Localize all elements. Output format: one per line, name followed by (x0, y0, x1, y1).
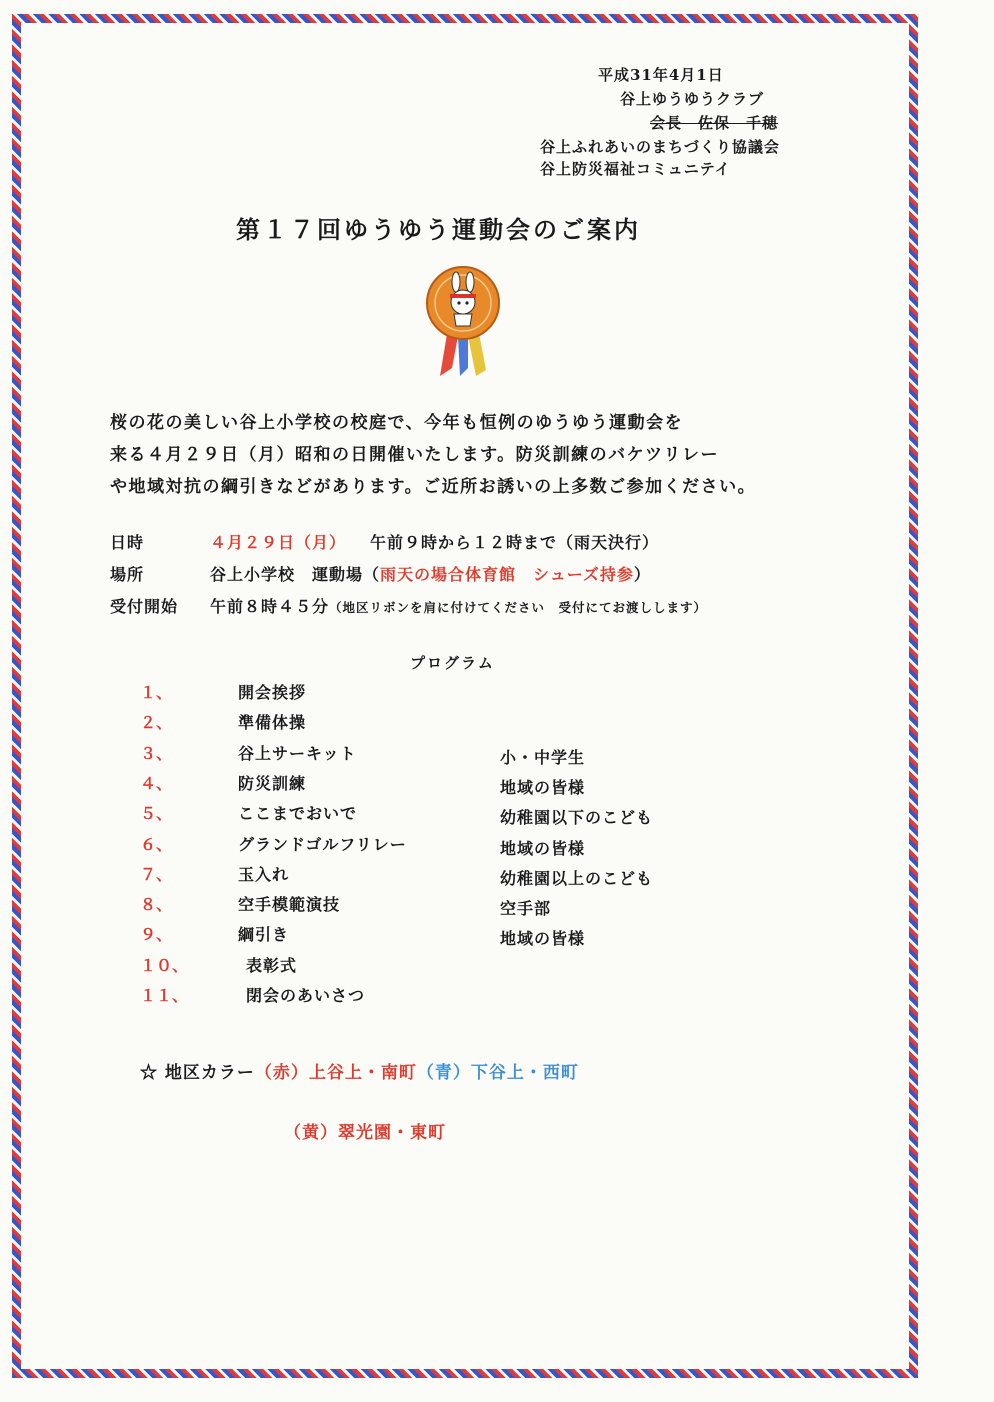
program-item-number: ６、 (140, 835, 173, 854)
program-item-number: ５、 (140, 804, 173, 823)
blue-tag: （青） (416, 1063, 471, 1083)
red-areas: 上谷上・南町 (308, 1063, 417, 1083)
district-colors-row-2 (284, 1118, 446, 1143)
program-item-target: 小・中学生 (500, 748, 586, 767)
program-item-target: 空手部 (500, 899, 552, 918)
program-item-name: 表彰式 (246, 956, 298, 975)
program-item-number: ３、 (140, 744, 173, 763)
program-item-number: １１、 (140, 986, 189, 1005)
reception-note: （地区リボンを肩に付けてください 受付にてお渡しします） (329, 600, 708, 615)
program-item-name: 防災訓練 (238, 774, 307, 793)
program-item-name: 準備体操 (238, 713, 307, 732)
program-item-name: 綱引き (238, 925, 290, 944)
program-item-target: 幼稚園以上のこども (500, 869, 654, 888)
program-item-target: 幼稚園以下のこども (500, 808, 654, 827)
rabbit-medal-icon (418, 258, 508, 378)
district-colors-row-1 (140, 1058, 579, 1083)
program-item-target: 地域の皆様 (500, 839, 586, 858)
reception-time (210, 594, 707, 617)
page-title: 第１７回ゆうゆう運動会のご案内 (236, 215, 641, 244)
program-item-name: 開会挨拶 (238, 683, 307, 702)
datetime-label: 日時 (110, 533, 145, 552)
program-item-target: 地域の皆様 (500, 929, 586, 948)
program-item-name: ここまでおいで (238, 804, 358, 823)
program-item-number: ４、 (140, 774, 173, 793)
place-rain-note: 雨天の場合体育館 シューズ持参 (380, 565, 634, 584)
program-item-name: 玉入れ (238, 865, 290, 884)
program-item-number: ７、 (140, 865, 173, 884)
program-item-target: 地域の皆様 (500, 778, 586, 797)
blue-areas: 下谷上・西町 (470, 1063, 579, 1083)
reception-time-value: 午前８時４５分 (210, 597, 330, 616)
intro-line-1: 桜の花の美しい谷上小学校の校庭で、今年も恒例のゆうゆう運動会を (110, 413, 684, 433)
program-item-name: 谷上サーキット (238, 744, 357, 763)
president-name: 会長 佐保 千穂 (650, 114, 779, 132)
program-item-number: １、 (140, 683, 173, 702)
place-venue-main: 谷上小学校 運動場（ (210, 565, 381, 584)
yellow-tag: （黄） (284, 1123, 338, 1143)
district-colors-label: ☆ 地区カラー (140, 1063, 255, 1083)
red-tag: （赤） (254, 1063, 309, 1083)
issue-date: 平成31年4月1日 (598, 66, 724, 84)
program-item-name: 閉会のあいさつ (246, 986, 366, 1005)
program-item-number: ８、 (140, 895, 173, 914)
program-title: プログラム (410, 654, 495, 672)
datetime-date: ４月２９日（月） (210, 533, 347, 552)
place-label: 場所 (110, 565, 145, 584)
intro-line-2: 来る４月２９日（月）昭和の日開催いたします。防災訓練のバケツリレー (110, 445, 719, 465)
place-venue (210, 562, 651, 585)
org-community: 谷上防災福祉コミュニテイ (540, 160, 731, 178)
program-item-number: ２、 (140, 713, 173, 732)
org-council: 谷上ふれあいのまちづくり協議会 (540, 138, 780, 156)
place-close-paren: ） (633, 565, 651, 584)
program-item-name: グランドゴルフリレー (238, 835, 407, 854)
datetime-time: 午前９時から１２時まで（雨天決行） (370, 533, 660, 552)
yellow-areas: 翠光園・東町 (338, 1123, 446, 1143)
reception-label: 受付開始 (110, 597, 179, 616)
program-item-name: 空手模範演技 (238, 895, 341, 914)
org-yuyu-club: 谷上ゆうゆうクラブ (620, 90, 765, 108)
program-item-number: ９、 (140, 925, 173, 944)
program-item-number: １０、 (140, 956, 189, 975)
intro-line-3: や地域対抗の綱引きなどがあります。ご近所お誘いの上多数ご参加ください。 (110, 477, 757, 497)
